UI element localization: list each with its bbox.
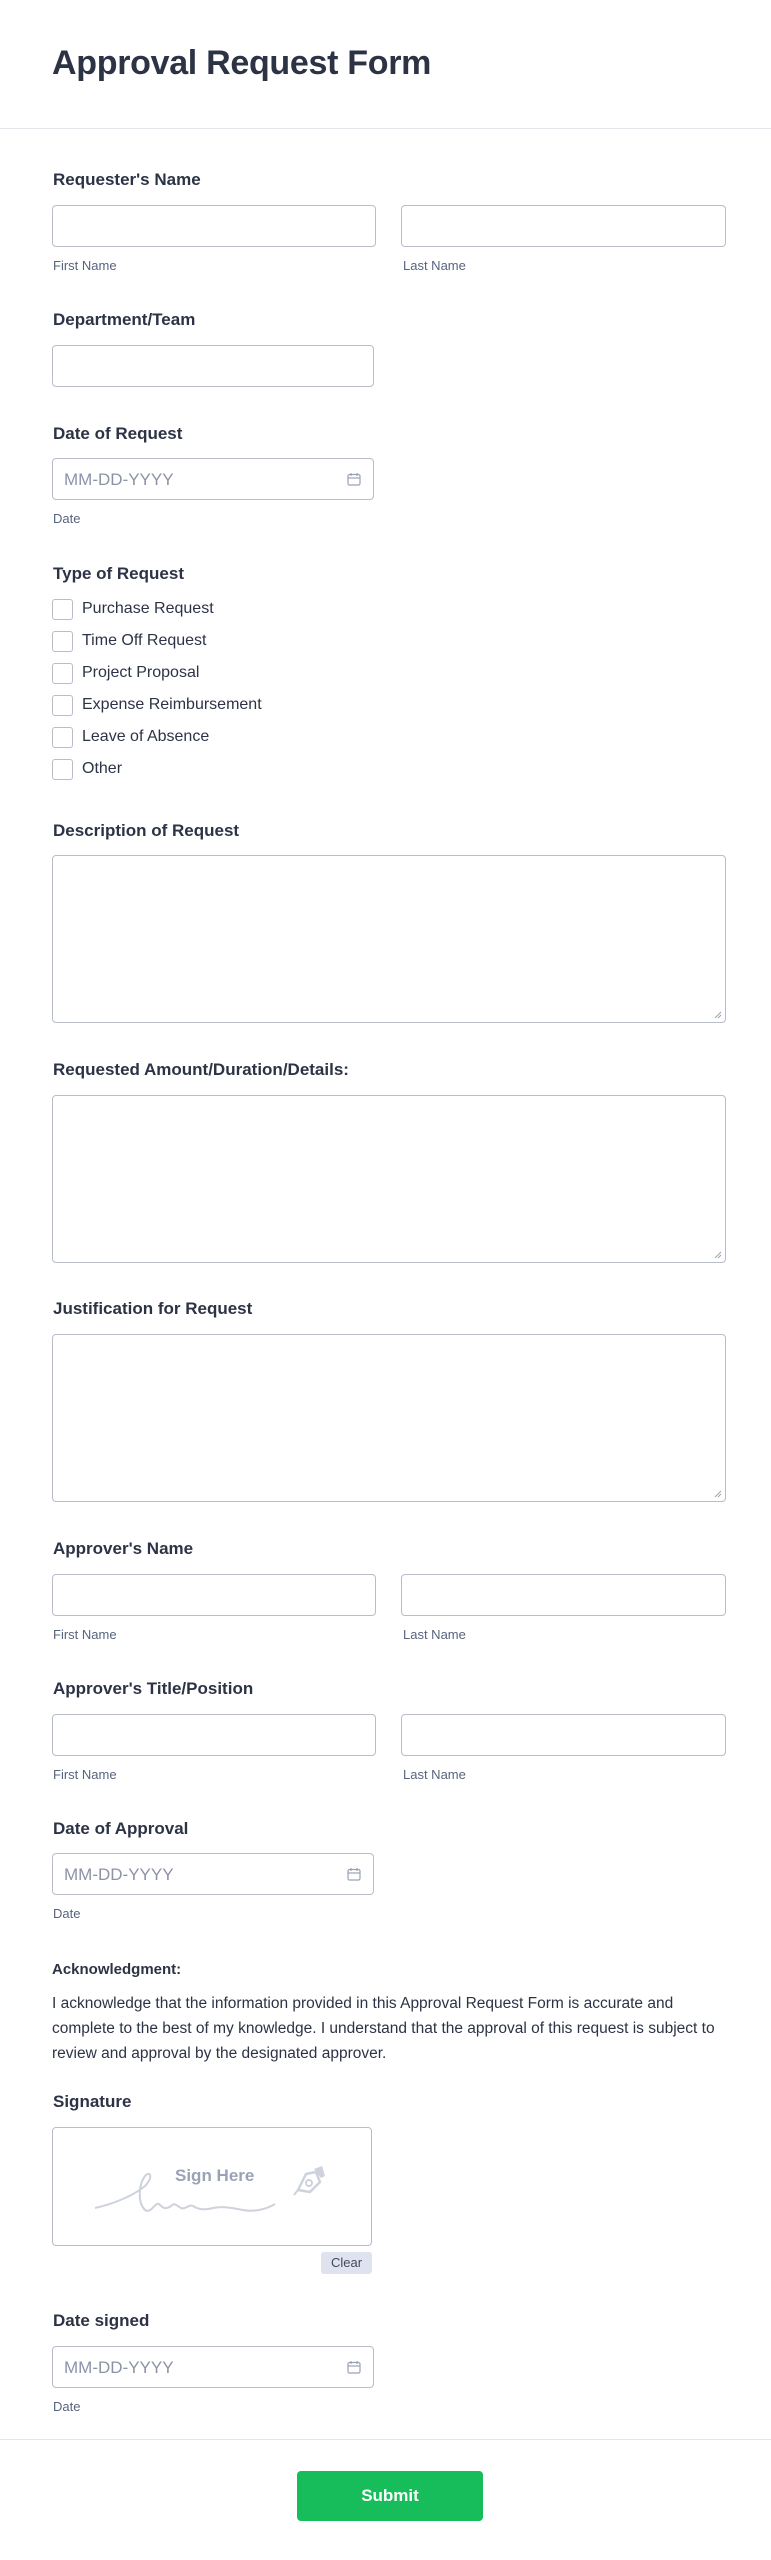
approver-title-label: Approver's Title/Position: [53, 1679, 254, 1698]
submit-button[interactable]: Submit: [297, 2471, 483, 2521]
option-label: Other: [82, 760, 123, 777]
date-signed-input[interactable]: [52, 2346, 374, 2388]
approver-title-last-sublabel: Last Name: [403, 1767, 466, 1782]
type-of-request-label: Type of Request: [53, 564, 184, 583]
date-of-approval-placeholder: MM-DD-YYYY: [64, 1865, 174, 1884]
checkbox[interactable]: [52, 631, 73, 652]
option-label: Leave of Absence: [82, 728, 210, 745]
description-textarea[interactable]: [52, 855, 726, 1023]
sign-here-prompt: Sign Here: [175, 2166, 255, 2185]
department-input[interactable]: [52, 345, 374, 387]
signature-label: Signature: [53, 2092, 132, 2111]
option-label: Purchase Request: [82, 600, 214, 617]
description-label: Description of Request: [53, 821, 240, 840]
calendar-icon[interactable]: [347, 1867, 361, 1881]
form-header: [0, 0, 771, 129]
justification-label: Justification for Request: [53, 1299, 253, 1318]
calendar-icon[interactable]: [347, 2360, 361, 2374]
requester-name-label: Requester's Name: [53, 170, 201, 189]
checkbox[interactable]: [52, 599, 73, 620]
signature-pad[interactable]: [52, 2127, 372, 2246]
acknowledgment-title: Acknowledgment:: [52, 1961, 182, 1978]
requester-first-name-input[interactable]: [52, 205, 376, 247]
form-title: Approval Request Form: [52, 44, 432, 82]
calendar-icon[interactable]: [347, 472, 361, 486]
checkbox[interactable]: [52, 727, 73, 748]
resize-grip-icon[interactable]: [714, 1490, 722, 1498]
approver-last-name-input[interactable]: [401, 1574, 726, 1616]
date-of-approval-input[interactable]: [52, 1853, 374, 1895]
approver-title-first-sublabel: First Name: [53, 1767, 117, 1782]
option-label: Expense Reimbursement: [82, 696, 262, 713]
requester-last-name-input[interactable]: [401, 205, 726, 247]
date-signed-sublabel: Date: [53, 2399, 81, 2414]
date-of-request-sublabel: Date: [53, 511, 81, 526]
approver-title-first-input[interactable]: [52, 1714, 376, 1756]
date-of-request-input[interactable]: [52, 458, 374, 500]
requester-last-name-sublabel: Last Name: [403, 258, 466, 273]
approver-first-name-input[interactable]: [52, 1574, 376, 1616]
date-of-approval-sublabel: Date: [53, 1906, 81, 1921]
checkbox[interactable]: [52, 663, 73, 684]
option-label: Project Proposal: [82, 664, 200, 681]
approver-name-label: Approver's Name: [53, 1539, 194, 1558]
department-label: Department/Team: [53, 310, 196, 329]
checkbox[interactable]: [52, 695, 73, 716]
date-of-request-placeholder: MM-DD-YYYY: [64, 470, 174, 489]
date-signed-label: Date signed: [53, 2311, 150, 2330]
requester-first-name-sublabel: First Name: [53, 258, 117, 273]
requested-amount-textarea[interactable]: [52, 1095, 726, 1263]
pen-icon: [292, 2164, 328, 2198]
requested-amount-label: Requested Amount/Duration/Details:: [53, 1060, 349, 1079]
acknowledgment-text: I acknowledge that the information provided in this Approval Request Form is accurate and complete to the best of my knowledge. I understand that the approval of this request is subject to review and approval by the designated approver.: [52, 1995, 715, 2062]
option-label: Time Off Request: [82, 632, 207, 649]
date-signed-placeholder: MM-DD-YYYY: [64, 2358, 174, 2377]
approver-first-name-sublabel: First Name: [53, 1627, 117, 1642]
resize-grip-icon[interactable]: [714, 1011, 722, 1019]
checkbox[interactable]: [52, 759, 73, 780]
date-of-request-label: Date of Request: [53, 424, 183, 443]
resize-grip-icon[interactable]: [714, 1251, 722, 1259]
justification-textarea[interactable]: [52, 1334, 726, 1502]
date-of-approval-label: Date of Approval: [53, 1819, 189, 1838]
approver-title-last-input[interactable]: [401, 1714, 726, 1756]
clear-signature-button[interactable]: Clear: [321, 2252, 372, 2274]
approver-last-name-sublabel: Last Name: [403, 1627, 466, 1642]
